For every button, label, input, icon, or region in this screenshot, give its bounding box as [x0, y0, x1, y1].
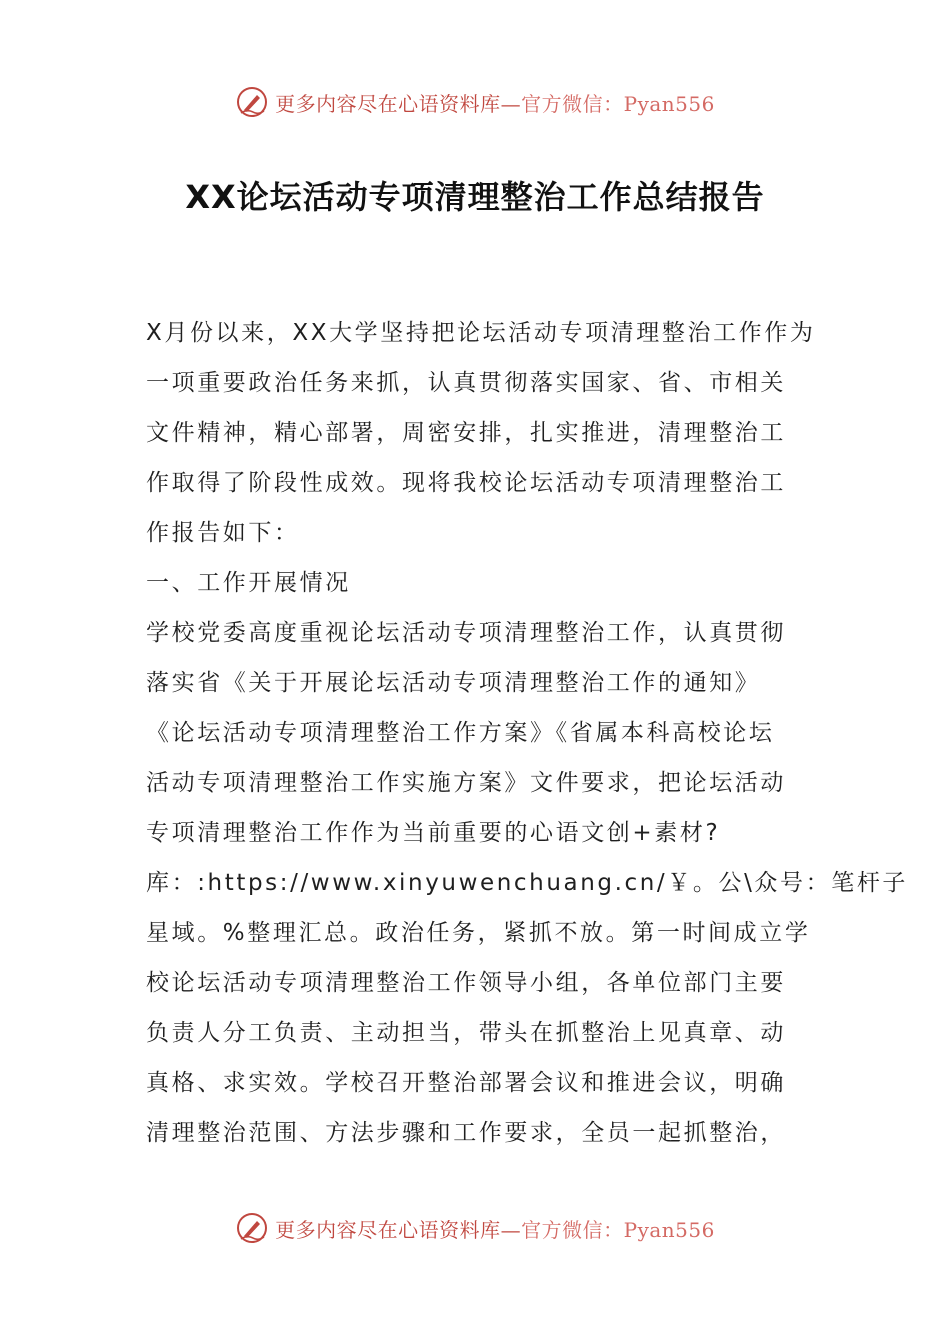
text-line: 作取得了阶段性成效。现将我校论坛活动专项清理整治工 [146, 470, 786, 496]
text-line: 活动专项清理整治工作实施方案》文件要求，把论坛活动 [146, 770, 786, 796]
header-banner-text [275, 88, 715, 117]
text-line: 落实省《关于开展论坛活动专项清理整治工作的通知》 [146, 670, 761, 696]
header-wechat-id: Pyan556 [623, 91, 715, 116]
text-line: 清理整治范围、方法步骤和工作要求，全员一起抓整治， [146, 1120, 786, 1146]
text-line: 一、工作开展情况 [146, 570, 351, 596]
text-line: 文件精神，精心部署，周密安排，扎实推进，清理整治工 [146, 420, 786, 446]
text-line: 星域。%整理汇总。政治任务，紧抓不放。第一时间成立学 [146, 920, 811, 946]
text-line: 库：:https://www.xinyuwenchuang.cn/￥。公\众号：笔杆子 [146, 870, 909, 896]
text-line: 作报告如下： [146, 520, 300, 546]
text-line: 《论坛活动专项清理整治工作方案》《省属本科高校论坛 [146, 720, 775, 746]
page-title: XX论坛活动专项清理整治工作总结报告 [185, 178, 765, 216]
header-wechat-label: 官方微信： [521, 91, 624, 116]
text-line: 真格、求实效。学校召开整治部署会议和推进会议，明确 [146, 1070, 786, 1096]
text-line: 学校党委高度重视论坛活动专项清理整治工作，认真贯彻 [146, 620, 786, 646]
text-line: X月份以来，XX大学坚持把论坛活动专项清理整治工作作为 [146, 320, 816, 346]
footer-banner-main: 更多内容尽在心语资料库— [275, 1217, 522, 1242]
footer-banner [0, 1208, 950, 1248]
text-line: 校论坛活动专项清理整治工作领导小组，各单位部门主要 [146, 970, 786, 996]
pen-logo-icon [235, 1211, 269, 1245]
text-line: 专项清理整治工作作为当前重要的心语文创+素材? [146, 820, 721, 846]
text-line: 一项重要政治任务来抓，认真贯彻落实国家、省、市相关 [146, 370, 786, 396]
footer-wechat-label: 官方微信： [521, 1217, 624, 1242]
document-body [146, 308, 909, 1158]
header-banner-main: 更多内容尽在心语资料库— [275, 91, 522, 116]
footer-banner-text [275, 1214, 715, 1243]
header-banner [0, 82, 950, 122]
footer-wechat-id: Pyan556 [623, 1217, 715, 1242]
pen-logo-icon [235, 85, 269, 119]
text-line: 负责人分工负责、主动担当，带头在抓整治上见真章、动 [146, 1020, 786, 1046]
